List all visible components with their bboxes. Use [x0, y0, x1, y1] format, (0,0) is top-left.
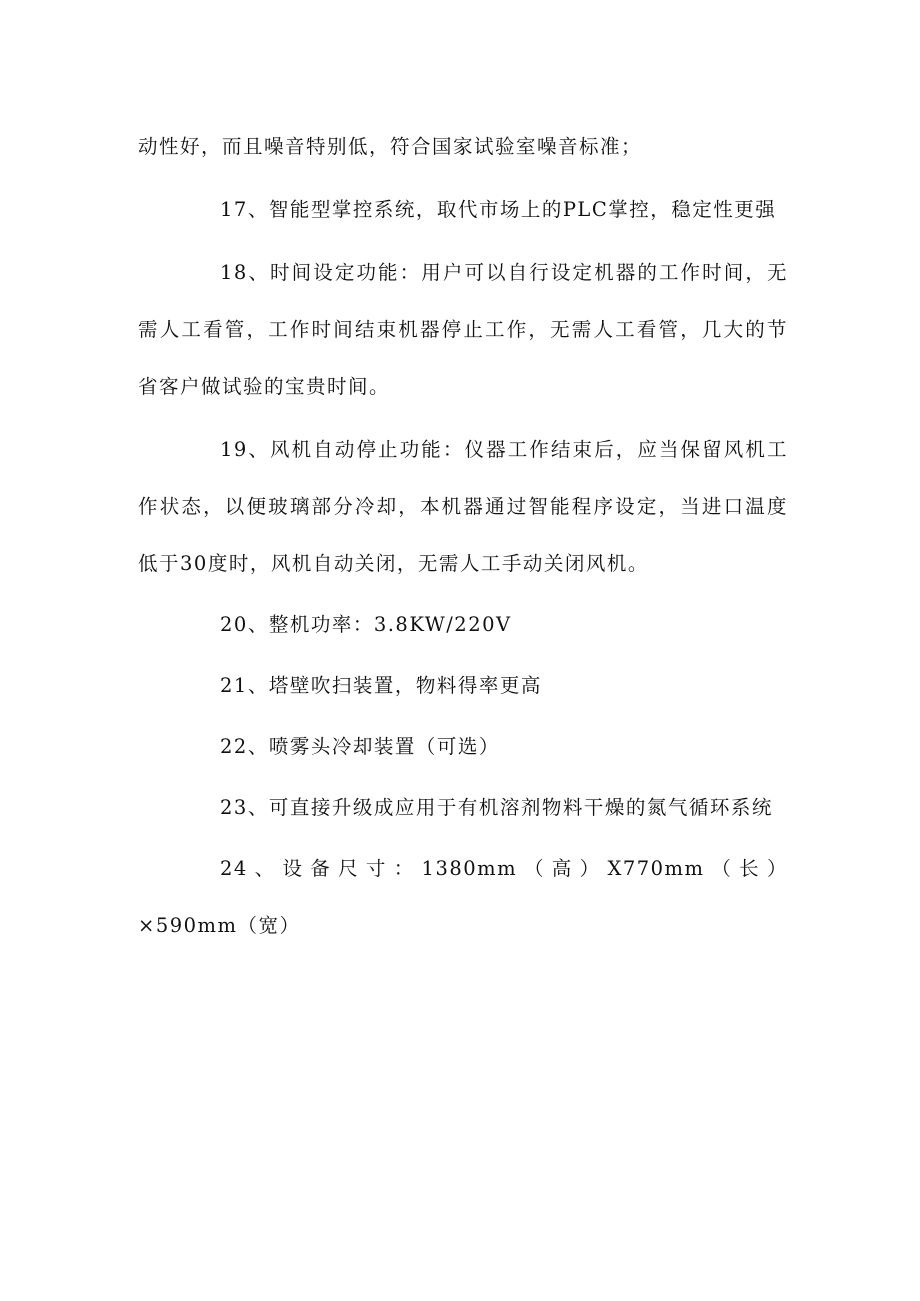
- paragraph-item-17: 17、智能型掌控系统，取代市场上的PLC掌控，稳定性更强: [220, 198, 777, 221]
- paragraph-item-18: 18、时间设定功能：用户可以自行设定机器的工作时间，无需人工看管，工作时间结束机器停止工作，无需人工看管，几大的节省客户做试验的宝贵时间。: [138, 261, 788, 398]
- document-body: [138, 118, 788, 954]
- paragraph-item-22: 22、喷雾头冷却装置（可选）: [220, 735, 500, 758]
- paragraph-item-21: 21、塔壁吹扫装置，物料得率更高: [220, 674, 542, 697]
- paragraph-item-19: 19、风机自动停止功能：仪器工作结束后，应当保留风机工作状态，以便玻璃部分冷却，本机器通过智能程序设定，当进口温度低于30度时，风机自动关闭，无需人工手动关闭风机。: [138, 438, 788, 575]
- paragraph-item-20: 20、整机功率：3.8KW/220V: [220, 613, 512, 636]
- paragraph-continuation: 动性好，而且噪音特别低，符合国家试验室噪音标准；: [138, 135, 643, 158]
- paragraph-item-23: 23、可直接升级成应用于有机溶剂物料干燥的氮气循环系统: [220, 796, 773, 819]
- paragraph-item-24: 24、设备尺寸：1380mm（高）X770mm（长）×590mm（宽）: [138, 857, 788, 937]
